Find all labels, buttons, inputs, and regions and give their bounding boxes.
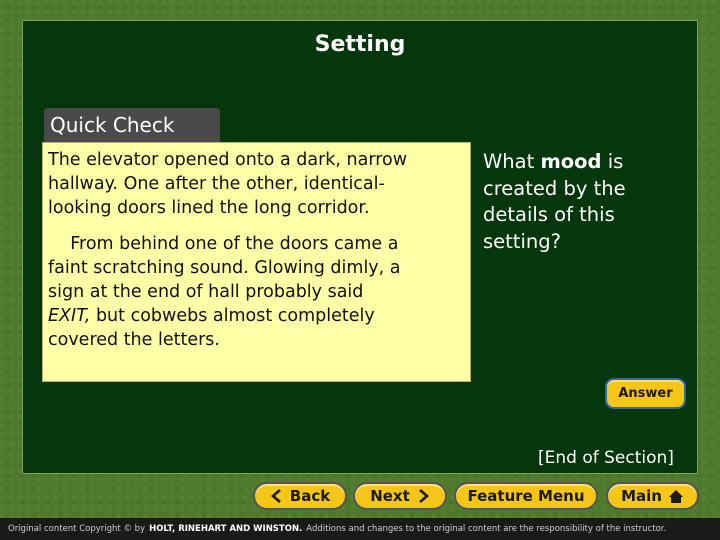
feature-menu-button[interactable]: Feature Menu (454, 482, 598, 510)
footer-publisher: HOLT, RINEHART AND WINSTON. (149, 524, 303, 534)
passage-paragraph-1: The elevator opened onto a dark, narrow hallway. One after the other, identical- looking doors lined the long corridor. (48, 150, 408, 218)
next-button[interactable] (353, 482, 447, 510)
slide-title: Setting (314, 32, 406, 57)
home-icon (668, 489, 684, 504)
question-suffix: is created by the details of this setting? (483, 150, 626, 253)
main-button-label: Main (621, 487, 662, 505)
passage-line: faint scratching sound. Glowing dimly, a (48, 258, 401, 278)
passage-line: From behind one of the doors came a (48, 234, 399, 254)
end-of-section-link[interactable]: [End of Section] (538, 448, 674, 468)
back-button[interactable] (253, 482, 347, 510)
chevron-right-icon (416, 489, 430, 503)
exit-word: EXIT, (48, 306, 91, 326)
main-button[interactable] (606, 482, 699, 510)
back-button-label: Back (289, 487, 331, 505)
passage-line: but cobwebs almost completely (90, 306, 375, 326)
quick-check-label: Quick Check (50, 113, 175, 137)
question-keyword: mood (540, 150, 602, 173)
question-prefix: What (483, 150, 541, 173)
question-text (483, 149, 626, 255)
answer-button[interactable]: Answer (605, 378, 686, 409)
passage-line: covered the letters. (48, 330, 220, 350)
passage-paragraph-2 (48, 232, 401, 352)
next-button-label: Next (370, 487, 410, 505)
footer-suffix: Additions and changes to the original content are the responsibility of the instructor. (306, 524, 667, 534)
footer-prefix: Original content Copyright © by (8, 524, 146, 534)
copyright-footer (0, 518, 720, 540)
passage-line: sign at the end of hall probably said (48, 282, 364, 302)
chevron-left-icon (270, 489, 284, 503)
